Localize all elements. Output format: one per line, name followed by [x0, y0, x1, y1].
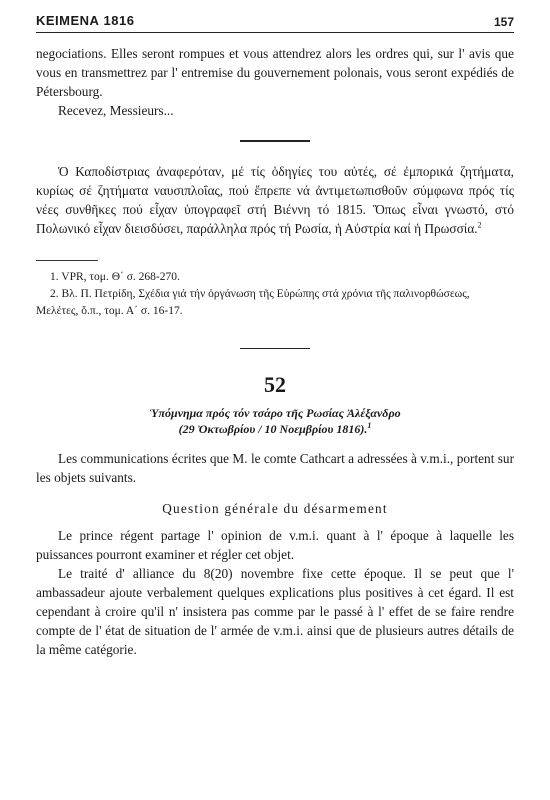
header-title: ΚΕΙΜΕΝΑ 1816 — [36, 13, 135, 28]
paragraph-2: Le traité d' alliance du 8(20) novembre fixe cette époque. Il se peut que l' ambassadeur ajoute verbalement quelques explications plus positives à cet égard. Il est cependant à croire qu'il n' insistera pas comme par le passé à l' effet de se faire rendre compte de l' état de situation de l' armée de v.m.i. ainsi que de plusieurs autres détails de la même catégorie. — [36, 566, 514, 657]
running-header — [36, 10, 514, 33]
document-title-line2 — [36, 421, 514, 437]
paragraph-1: Le prince régent partage l' opinion de v.m.i. quant à l' époque à laquelle les puissances pourront examiner et régler cet objet. — [36, 528, 514, 562]
intro-paragraph: Les communications écrites que M. le comte Cathcart a adressées à v.m.i., portent sur les objets suivants. — [36, 451, 514, 485]
closing-line: Recevez, Messieurs... — [58, 103, 174, 118]
greek-commentary-text: Ὁ Καποδίστριας ἀναφερόταν, μέ τίς ὁδηγίες του αὐτές, σέ ἐμπορικά ζητήματα, κυρίως σέ ζητήματα ναυσιπλοΐας, πού ἔπρεπε νά ἀντιμετωπισθοῦν σύμφωνα πρός τίς νέες συνθῆκες πού εἶχαν ὑπογραφεῖ στή Βιέννη τό 1815. Ὅπως εἶναι γνωστό, στό Πολωνικό εἶχαν διεισδύσει, παράλληλα πρός τή Ρωσία, ἡ Αὐστρία καί ἡ Πρωσσία. — [36, 163, 514, 236]
page-number: 157 — [493, 15, 514, 29]
footnote-ref-1: 1 — [367, 421, 372, 430]
footnote-1: 1. VPR, τομ. Θ΄ σ. 268-270. — [50, 270, 180, 283]
page-body — [36, 44, 514, 659]
document-number: 52 — [264, 372, 286, 397]
document-title-line1: Ὑπόμνημα πρός τόν τσάρο τῆς Ρωσίας Ἀλέξανδρο — [149, 406, 401, 420]
footnotes — [36, 269, 514, 320]
paragraph-continuation: negociations. Elles seront rompues et vous attendrez alors les ordres qui, sur l' avis que vous en transmettrez par l' entremise du gouvernement polonais, vous seront expédiés de Pétersbourg. — [36, 46, 514, 99]
greek-commentary — [36, 162, 514, 238]
document-title-date: (29 Ὀκτωβρίου / 10 Νοεμβρίου 1816). — [178, 422, 368, 436]
footnote-2: 2. Βλ. Π. Πετρίδη, Σχέδια γιά τήν ὀργάνωση τῆς Εὐρώπης στά χρόνια τῆς παλινορθώσεως, Μελέτες, ὅ.π., τομ. Α΄ σ. 16-17. — [36, 287, 470, 317]
section-heading: Question générale du désarmement — [162, 501, 388, 516]
footnote-ref-2: 2 — [477, 220, 482, 230]
